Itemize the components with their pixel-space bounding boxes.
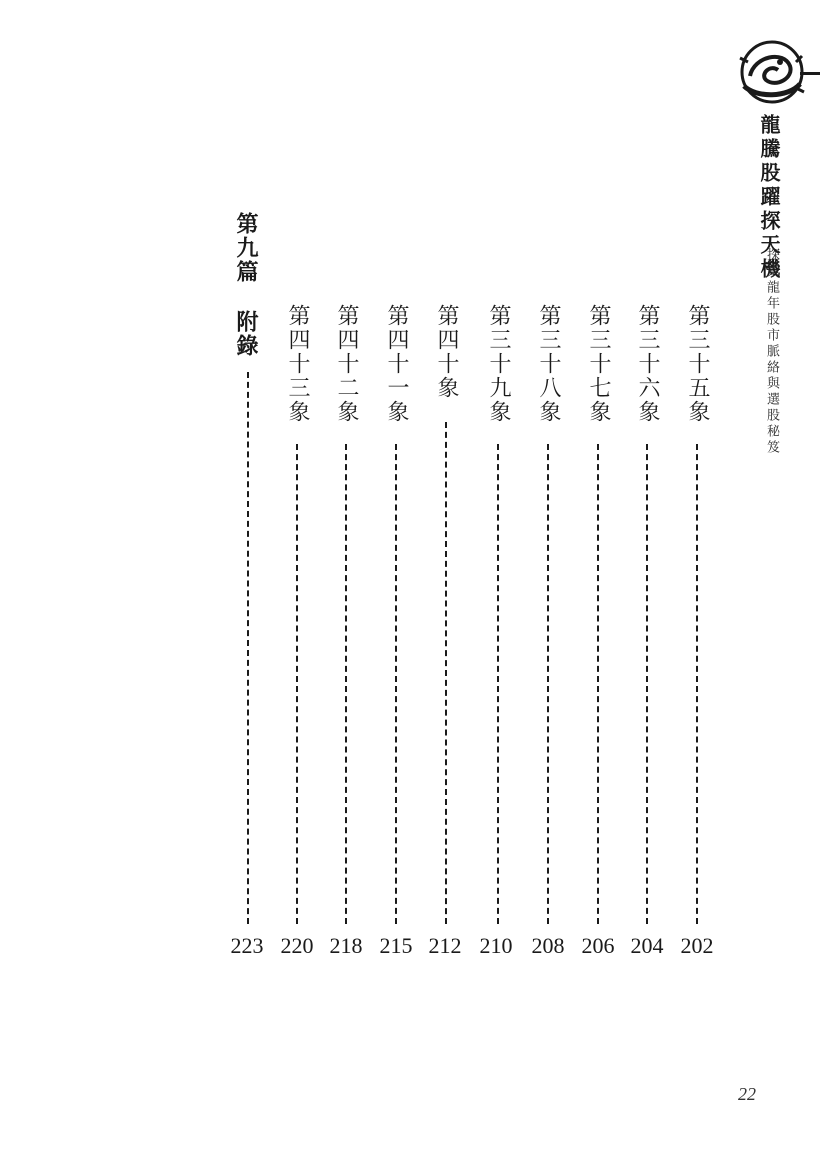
dotted-leader xyxy=(345,444,347,924)
entry-page-number: 218 xyxy=(329,933,363,958)
entry-title: 第三十五象 xyxy=(685,304,710,424)
toc-entry xyxy=(627,304,667,424)
header-rule xyxy=(800,72,820,75)
entry-page-number: 202 xyxy=(680,933,714,958)
dotted-leader xyxy=(646,444,648,924)
entry-title: 第三十七象 xyxy=(586,304,611,424)
dotted-leader xyxy=(497,444,499,924)
toc-entry xyxy=(677,304,717,424)
entry-title: 第四十二象 xyxy=(334,304,359,424)
dotted-leader xyxy=(597,444,599,924)
dotted-leader xyxy=(696,444,698,924)
toc-entry xyxy=(426,304,466,400)
entry-title: 第三十八象 xyxy=(536,304,561,424)
dotted-leader xyxy=(445,422,447,924)
entry-title: 第四十象 xyxy=(434,304,459,400)
toc-entry xyxy=(528,304,568,424)
entry-page-number: 212 xyxy=(428,933,462,958)
section-title: 第九篇 xyxy=(233,212,259,284)
toc-entry xyxy=(277,304,317,424)
toc-entry xyxy=(578,304,618,424)
book-title: 龍騰股躍探天機 xyxy=(757,114,781,282)
section-entry-title: 附錄 xyxy=(233,310,259,358)
entry-title: 第三十九象 xyxy=(486,304,511,424)
toc-entry xyxy=(376,304,416,424)
dotted-leader xyxy=(395,444,397,924)
entry-page-number: 215 xyxy=(379,933,413,958)
section-page-number: 223 xyxy=(230,933,264,958)
dotted-leader xyxy=(247,372,249,924)
entry-title: 第三十六象 xyxy=(635,304,660,424)
entry-title: 第四十一象 xyxy=(384,304,409,424)
toc-entry xyxy=(326,304,366,424)
entry-page-number: 204 xyxy=(630,933,664,958)
toc-entry xyxy=(478,304,518,424)
entry-page-number: 210 xyxy=(479,933,513,958)
entry-title: 第四十三象 xyxy=(285,304,310,424)
entry-page-number: 208 xyxy=(531,933,565,958)
entry-page-number: 220 xyxy=(280,933,314,958)
dotted-leader xyxy=(296,444,298,924)
book-subtitle: 探索龍年股市脈絡與選股秘笈 xyxy=(764,248,779,456)
entry-page-number: 206 xyxy=(581,933,615,958)
page-number: 22 xyxy=(738,1084,756,1104)
dotted-leader xyxy=(547,444,549,924)
